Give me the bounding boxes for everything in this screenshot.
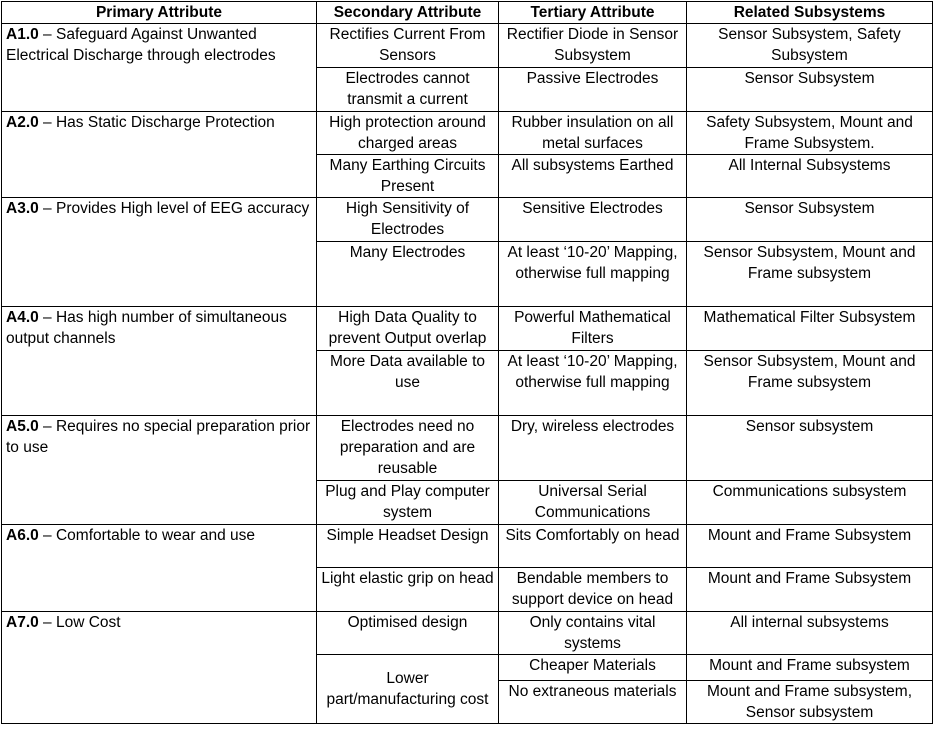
related-subsystems: Mount and Frame subsystem	[687, 655, 933, 681]
attribute-description: – Has Static Discharge Protection	[38, 114, 275, 131]
secondary-attribute: Simple Headset Design	[317, 525, 499, 568]
primary-attribute-a2	[2, 112, 317, 198]
tertiary-attribute: Rubber insulation on all metal surfaces	[499, 112, 687, 155]
related-subsystems: Sensor Subsystem, Mount and Frame subsystem	[687, 242, 933, 307]
header-secondary: Secondary Attribute	[317, 2, 499, 24]
secondary-attribute: High Data Quality to prevent Output overlap	[317, 307, 499, 351]
table-row	[2, 112, 933, 155]
tertiary-attribute: At least ‘10-20’ Mapping, otherwise full mapping	[499, 351, 687, 416]
related-subsystems: Sensor Subsystem	[687, 198, 933, 242]
attribute-code: A3.0	[6, 200, 39, 217]
tertiary-attribute: Bendable members to support device on head	[499, 568, 687, 612]
attribute-description: – Safeguard Against Unwanted Electrical Discharge through electrodes	[6, 26, 276, 64]
attribute-description: – Provides High level of EEG accuracy	[38, 200, 310, 217]
primary-attribute-a4	[2, 307, 317, 416]
table-row	[2, 525, 933, 568]
table-row	[2, 24, 933, 68]
related-subsystems: Sensor subsystem	[687, 416, 933, 481]
attribute-code: A6.0	[6, 527, 39, 544]
secondary-attribute: Many Earthing Circuits Present	[317, 155, 499, 198]
header-row	[2, 2, 933, 24]
secondary-attribute: Electrodes cannot transmit a current	[317, 68, 499, 112]
tertiary-attribute: Rectifier Diode in Sensor Subsystem	[499, 24, 687, 68]
related-subsystems: Sensor Subsystem, Mount and Frame subsystem	[687, 351, 933, 416]
related-subsystems: Mount and Frame subsystem, Sensor subsystem	[687, 681, 933, 724]
tertiary-attribute: All subsystems Earthed	[499, 155, 687, 198]
secondary-attribute: Electrodes need no preparation and are reusable	[317, 416, 499, 481]
secondary-attribute: More Data available to use	[317, 351, 499, 416]
attribute-code: A7.0	[6, 614, 39, 631]
header-primary: Primary Attribute	[2, 2, 317, 24]
attribute-description: – Requires no special preparation prior to use	[6, 418, 311, 456]
secondary-attribute: Lower part/manufacturing cost	[317, 655, 499, 724]
tertiary-attribute: Powerful Mathematical Filters	[499, 307, 687, 351]
header-tertiary: Tertiary Attribute	[499, 2, 687, 24]
attribute-code: A5.0	[6, 418, 39, 435]
tertiary-attribute: Universal Serial Communications	[499, 481, 687, 525]
related-subsystems: Safety Subsystem, Mount and Frame Subsystem.	[687, 112, 933, 155]
tertiary-attribute: Sits Comfortably on head	[499, 525, 687, 568]
attributes-table	[1, 1, 933, 724]
tertiary-attribute: Sensitive Electrodes	[499, 198, 687, 242]
primary-attribute-a7	[2, 612, 317, 724]
tertiary-attribute: Dry, wireless electrodes	[499, 416, 687, 481]
related-subsystems: Sensor Subsystem	[687, 68, 933, 112]
related-subsystems: All internal subsystems	[687, 612, 933, 655]
attribute-code: A1.0	[6, 26, 39, 43]
secondary-attribute: High Sensitivity of Electrodes	[317, 198, 499, 242]
secondary-attribute: Plug and Play computer system	[317, 481, 499, 525]
tertiary-attribute: Only contains vital systems	[499, 612, 687, 655]
attribute-code: A4.0	[6, 309, 39, 326]
attribute-description: – Low Cost	[38, 614, 121, 631]
attribute-code: A2.0	[6, 114, 39, 131]
primary-attribute-a6	[2, 525, 317, 612]
secondary-attribute: Many Electrodes	[317, 242, 499, 307]
secondary-attribute: Light elastic grip on head	[317, 568, 499, 612]
primary-attribute-a5	[2, 416, 317, 525]
tertiary-attribute: At least ‘10-20’ Mapping, otherwise full mapping	[499, 242, 687, 307]
related-subsystems: All Internal Subsystems	[687, 155, 933, 198]
secondary-attribute: Rectifies Current From Sensors	[317, 24, 499, 68]
primary-attribute-a3	[2, 198, 317, 307]
related-subsystems: Mount and Frame Subsystem	[687, 525, 933, 568]
tertiary-attribute: Passive Electrodes	[499, 68, 687, 112]
table-row	[2, 612, 933, 655]
table-row	[2, 198, 933, 242]
related-subsystems: Mathematical Filter Subsystem	[687, 307, 933, 351]
primary-attribute-a1	[2, 24, 317, 112]
related-subsystems: Mount and Frame Subsystem	[687, 568, 933, 612]
header-related: Related Subsystems	[687, 2, 933, 24]
tertiary-attribute: Cheaper Materials	[499, 655, 687, 681]
attribute-description: – Comfortable to wear and use	[38, 527, 256, 544]
table-row	[2, 307, 933, 351]
table-row	[2, 416, 933, 481]
secondary-attribute: Optimised design	[317, 612, 499, 655]
related-subsystems: Communications subsystem	[687, 481, 933, 525]
related-subsystems: Sensor Subsystem, Safety Subsystem	[687, 24, 933, 68]
attribute-description: – Has high number of simultaneous output channels	[6, 309, 287, 347]
secondary-attribute: High protection around charged areas	[317, 112, 499, 155]
tertiary-attribute: No extraneous materials	[499, 681, 687, 724]
